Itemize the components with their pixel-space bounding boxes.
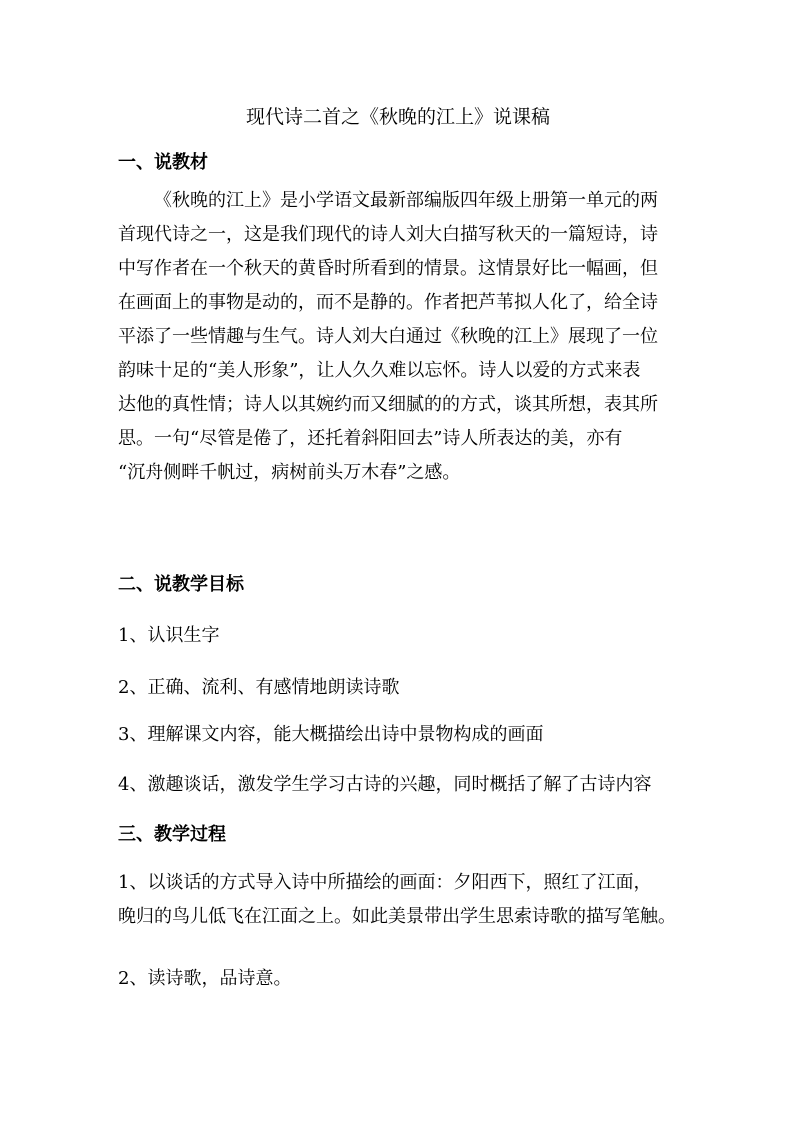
section-heading-textbook: 一、说教材	[118, 152, 208, 173]
paragraph-line: 首现代诗之一，这是我们现代的诗人刘大白描写秋天的一篇短诗，诗	[118, 224, 658, 245]
objective-item: 4、激趣谈话，激发学生学习古诗的兴趣，同时概括了解了古诗内容	[118, 774, 652, 795]
paragraph-line: “沉舟侧畔千帆过，病树前头万木春”之感。	[118, 462, 461, 483]
paragraph-line: 1、以谈话的方式导入诗中所描绘的画面：夕阳西下，照红了江面，	[118, 872, 652, 893]
paragraph-line: 中写作者在一个秋天的黄昏时所看到的情景。这情景好比一幅画，但	[118, 258, 658, 279]
paragraph-line: 《秋晚的江上》是小学语文最新部编版四年级上册第一单元的两	[154, 190, 658, 211]
objective-item: 3、理解课文内容，能大概描绘出诗中景物构成的画面	[118, 724, 544, 745]
paragraph-line: 韵味十足的“美人形象”，让人久久难以忘怀。诗人以爱的方式来表	[118, 360, 641, 381]
document-title: 现代诗二首之《秋晚的江上》说课稿	[245, 106, 550, 128]
objective-item: 1、认识生字	[118, 625, 220, 646]
paragraph-line: 思。一句“尽管是倦了，还托着斜阳回去”诗人所表达的美，亦有	[118, 428, 623, 449]
objective-item: 2、正确、流利、有感情地朗读诗歌	[118, 677, 400, 698]
paragraph-line: 平添了一些情趣与生气。诗人刘大白通过《秋晚的江上》展现了一位	[118, 326, 658, 347]
paragraph-line: 达他的真性情；诗人以其婉约而又细腻的的方式，谈其所想，表其所	[118, 394, 658, 415]
textbook-paragraph	[118, 184, 678, 490]
section-heading-process: 三、教学过程	[118, 824, 226, 845]
process-step-2: 2、读诗歌，品诗意。	[118, 968, 292, 989]
section-heading-objectives: 二、说教学目标	[118, 574, 244, 595]
paragraph-line: 晚归的鸟儿低飞在江面之上。如此美景带出学生思索诗歌的描写笔触。	[118, 906, 676, 927]
paragraph-line: 在画面上的事物是动的，而不是静的。作者把芦苇拟人化了，给全诗	[118, 292, 658, 313]
process-step-1	[118, 866, 678, 934]
